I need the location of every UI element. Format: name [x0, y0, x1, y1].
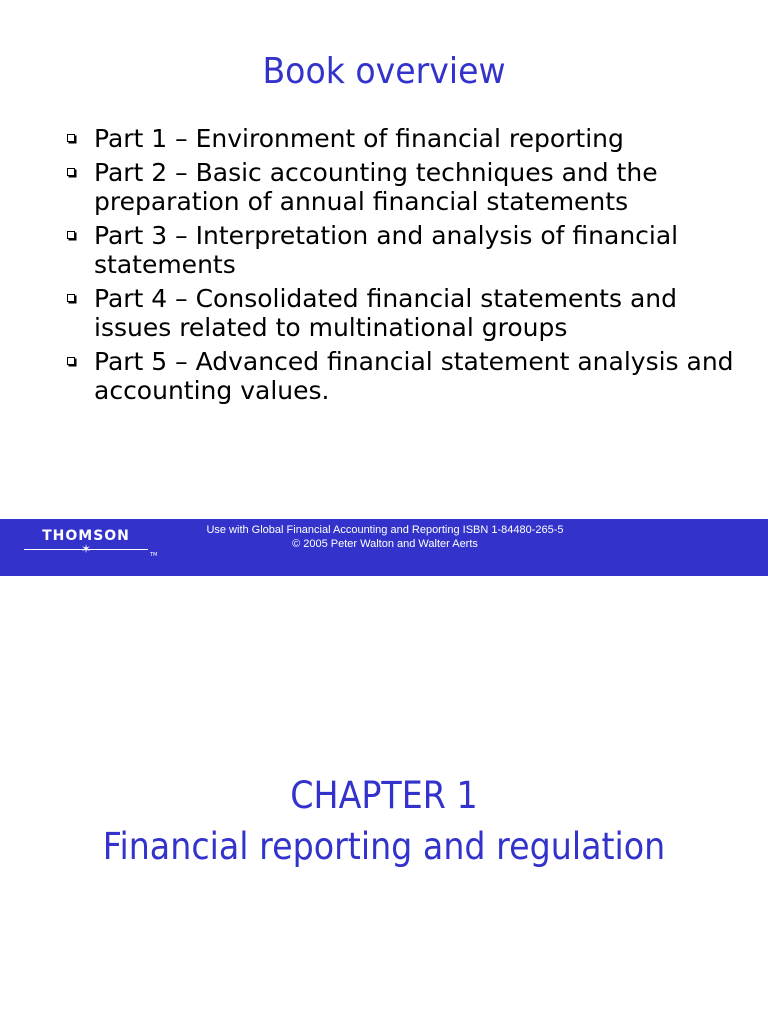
trademark-mark: TM — [150, 552, 158, 558]
bullet-text: Part 2 – Basic accounting techniques and the preparation of annual financial statements — [94, 158, 658, 216]
thomson-logo — [24, 528, 158, 562]
logo-wordmark: THOMSON — [42, 528, 130, 544]
bullet-item — [64, 347, 744, 405]
bullet-text: Part 1 – Environment of financial reporting — [94, 124, 624, 153]
bullet-text: Part 4 – Consolidated financial statements and issues related to multinational groups — [94, 284, 677, 342]
chapter-title: Financial reporting and regulation — [102, 825, 666, 868]
square-bullet-icon — [67, 168, 75, 176]
footer-line-copyright: © 2005 Peter Walton and Walter Aerts — [292, 538, 478, 550]
slide-chapter-1 — [0, 576, 768, 1024]
footer-credits — [180, 523, 590, 551]
bullet-list — [64, 124, 744, 410]
square-bullet-icon — [67, 134, 75, 142]
square-bullet-icon — [67, 294, 75, 302]
bullet-text: Part 5 – Advanced financial statement analysis and accounting values. — [94, 347, 734, 405]
slide-title: Book overview — [262, 51, 506, 92]
star-icon: ✶ — [80, 542, 92, 556]
bullet-item — [64, 221, 744, 279]
footer-band — [0, 519, 768, 576]
footer-line-isbn: Use with Global Financial Accounting and Reporting ISBN 1-84480-265-5 — [206, 524, 564, 536]
chapter-heading — [38, 770, 729, 872]
square-bullet-icon — [67, 231, 75, 239]
square-bullet-icon — [67, 357, 75, 365]
chapter-label: CHAPTER 1 — [290, 774, 478, 817]
bullet-item — [64, 124, 744, 153]
bullet-item — [64, 284, 744, 342]
bullet-item — [64, 158, 744, 216]
bullet-text: Part 3 – Interpretation and analysis of financial statements — [94, 221, 679, 279]
